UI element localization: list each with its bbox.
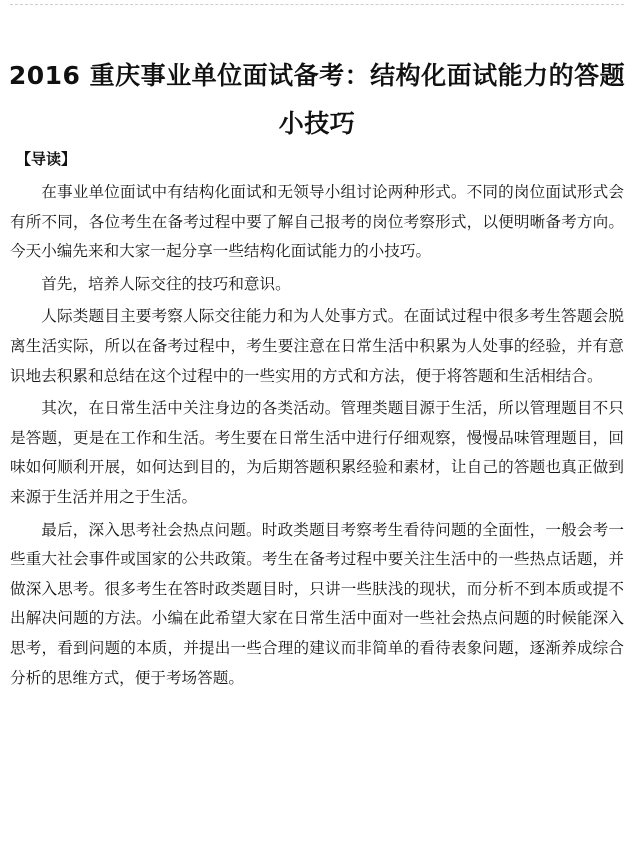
paragraph-current-affairs: 最后，深入思考社会热点问题。时政类题目考察考生看待问题的全面性，一般会考一些重大社会事件或国家的公共政策。考生在备考过程中要关注生活中的一些热点话题，并做深入思考。很多考生在答时政类题目时，只讲一些肤浅的现状，而分析不到本质或提不出解决问题的方法。小编在此希望大家在日常生活中面对一些社会热点问题的时候能深入思考，看到问题的本质，并提出一些合理的建议而非简单的看待表象问题，逐渐养成综合分析的思维方式，便于考场答题。 xyxy=(10,520,624,687)
paragraph-first-point: 首先，培养人际交往的技巧和意识。 xyxy=(41,274,291,293)
top-divider xyxy=(10,4,624,5)
title-line-1: 2016 重庆事业单位面试备考：结构化面试能力的答题 xyxy=(8,61,626,90)
paragraph-interpersonal: 人际类题目主要考察人际交往能力和为人处事方式。在面试过程中很多考生答题会脱离生活实际，所以在备考过程中，考生要注意在日常生活中积累为人处事的经验，并有意识地去积累和总结在这个过程中的一些实用的方式和方法，便于将答题和生活相结合。 xyxy=(10,307,624,385)
paragraph-management: 其次，在日常生活中关注身边的各类活动。管理类题目源于生活，所以管理题目不只是答题，更是在工作和生活。考生要在日常生活中进行仔细观察，慢慢品味管理题目，回味如何顺利开展，如何达到目的，为后期答题积累经验和素材，让自己的答题也真正做到来源于生活并用之于生活。 xyxy=(10,399,624,506)
article-body xyxy=(10,178,624,693)
section-label-intro: 【导读】 xyxy=(16,150,77,168)
document-title xyxy=(6,52,628,148)
title-line-2: 小技巧 xyxy=(278,109,356,138)
paragraph-intro: 在事业单位面试中有结构化面试和无领导小组讨论两种形式。不同的岗位面试形式会有所不同，各位考生在备考过程中要了解自己报考的岗位考察形式，以便明晰备考方向。今天小编先来和大家一起分享一些结构化面试能力的小技巧。 xyxy=(10,183,624,261)
